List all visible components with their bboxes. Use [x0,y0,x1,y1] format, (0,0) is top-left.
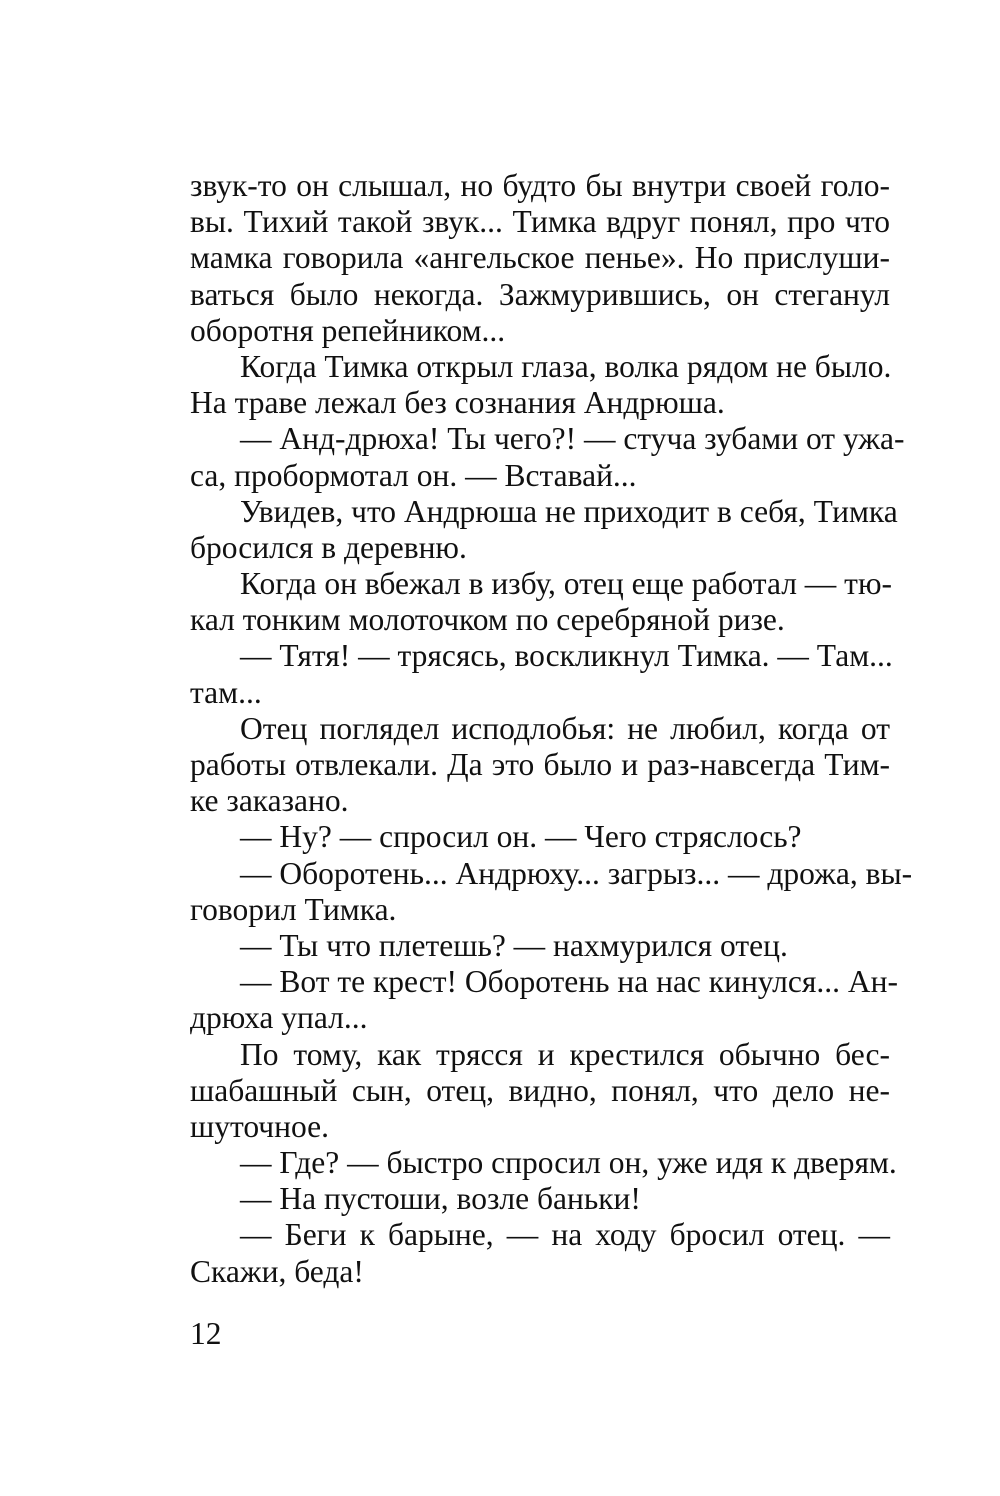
text-line: ваться было некогда. Зажмурившись, он стеганул [190,276,890,312]
page-number: 12 [190,1316,222,1351]
text-line: На траве лежал без сознания Андрюша. [190,385,725,421]
text-line: вы. Тихий такой звук... Тимка вдруг понял, про что [190,204,890,240]
text-line: бросился в деревню. [190,529,467,565]
text-line: Скажи, беда! [190,1253,364,1289]
text-line: — Вот те крест! Оборотень на нас кинулся... Ан- [240,964,898,1000]
text-line: са, пробормотал он. — Вставай... [190,457,637,493]
text-line: Увидев, что Андрюша не приходит в себя, Тимка [240,493,898,529]
text-line: — Оборотень... Андрюху... загрыз... — дрожа, вы- [240,855,913,891]
text-line: — Тятя! — трясясь, воскликнул Тимка. — Там... [240,638,893,674]
text-line: — На пустоши, возле баньки! [240,1181,641,1217]
text-line: ке заказано. [190,783,349,819]
text-line: дрюха упал... [190,1000,368,1036]
text-line: шуточное. [190,1108,329,1144]
text-line: кал тонким молоточком по серебряной ризе. [190,602,785,638]
text-line: — Беги к барыне, — на ходу бросил отец. — [240,1217,890,1253]
text-line: работы отвлекали. Да это было и раз-навсегда Тим- [190,747,890,782]
text-line: там... [190,674,262,710]
text-line: — Где? — быстро спросил он, уже идя к дверям. [240,1145,897,1181]
text-line: — Ты что плетешь? — нахмурился отец. [240,927,788,963]
text-line: — Ну? — спросил он. — Чего стряслось? [240,819,802,855]
text-line: Отец поглядел исподлобья: не любил, когда от [240,710,890,746]
text-line: мамка говорила «ангельское пенье». Но прислуши- [190,240,890,276]
text-line: Когда Тимка открыл глаза, волка рядом не было. [240,348,892,384]
text-line: шабашный сын, отец, видно, понял, что дело не- [190,1072,890,1108]
text-line: По тому, как трясся и крестился обычно бес- [240,1036,890,1072]
text-line: Когда он вбежал в избу, отец еще работал — тю- [240,566,892,602]
text-line: говорил Тимка. [190,891,397,927]
text-line: — Анд-дрюха! Ты чего?! — стуча зубами от ужа- [240,421,905,457]
text-line: звук-то он слышал, но будто бы внутри своей голо- [190,168,890,203]
text-line: оборотня репейником... [190,312,506,348]
body-text [190,168,913,1290]
